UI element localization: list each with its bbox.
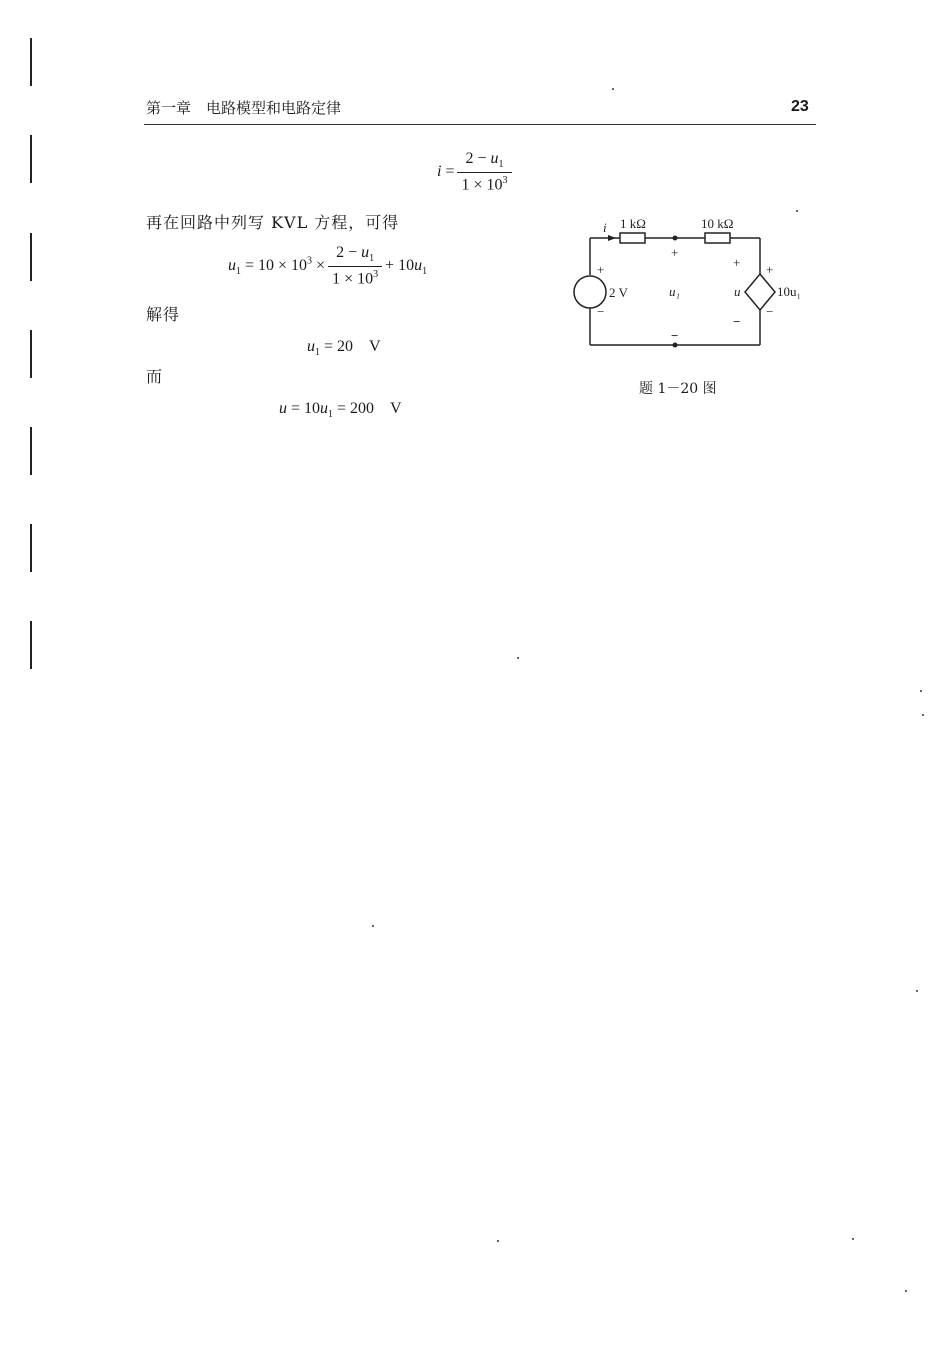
dep-source-label: 10u₁ — [777, 284, 802, 299]
mid-minus: − — [671, 328, 679, 343]
and-label: 而 — [146, 367, 164, 386]
scan-speck — [372, 925, 374, 927]
scan-speck — [497, 1240, 499, 1242]
margin-mark — [30, 330, 32, 378]
equation-u1-result: $u_1 = 20$ V — [307, 338, 381, 359]
equation-kvl: $u_1 = 10 \times 10^3$ × $\frac{2 - u_1}{1 \times 10^3}$ + $10u_1$ — [228, 244, 428, 288]
kvl-intro-text: 再在回路中列写 KVL 方程，可得 — [146, 213, 400, 232]
resistor-1k — [620, 233, 645, 243]
figure-caption: 题 1－20 图 — [639, 381, 717, 397]
margin-mark — [30, 621, 32, 669]
node-bottom — [673, 343, 678, 348]
equation-current: i = $\frac{2 - u_1}{1 \times 10^3}$ — [437, 150, 515, 195]
node-top — [673, 236, 678, 241]
out-voltage-label: u — [734, 284, 741, 299]
current-label: i — [603, 220, 607, 235]
solve-label: 解得 — [146, 305, 181, 324]
out-plus: + — [733, 255, 741, 270]
circuit-diagram — [570, 212, 820, 357]
r2-label: 10 kΩ — [701, 216, 734, 231]
scan-speck — [612, 88, 614, 90]
scan-speck — [905, 1290, 907, 1292]
scan-speck — [916, 990, 918, 992]
page-number: 23 — [791, 98, 809, 115]
mid-voltage-label: u₁ — [669, 284, 681, 299]
scan-speck — [920, 690, 922, 692]
header-rule — [144, 124, 816, 125]
scan-speck — [796, 210, 798, 212]
chapter-header: 第一章 电路模型和电路定律 — [146, 99, 342, 117]
margin-mark — [30, 427, 32, 475]
current-arrow — [608, 235, 616, 241]
margin-mark — [30, 135, 32, 183]
scan-speck — [852, 1238, 854, 1240]
source-value-label: 2 V — [609, 285, 628, 300]
r1-label: 1 kΩ — [620, 216, 646, 231]
dep-plus: + — [766, 262, 774, 277]
mid-plus: + — [671, 245, 679, 260]
source-plus: + — [597, 262, 605, 277]
margin-mark — [30, 233, 32, 281]
dep-minus: − — [766, 304, 774, 319]
scan-speck — [922, 714, 924, 716]
out-minus: − — [733, 314, 741, 329]
equation-u-result: $u = 10u_1 = 200$ V — [279, 400, 402, 421]
scan-speck — [517, 657, 519, 659]
margin-mark — [30, 524, 32, 572]
source-minus: − — [597, 304, 605, 319]
margin-mark — [30, 38, 32, 86]
resistor-10k — [705, 233, 730, 243]
